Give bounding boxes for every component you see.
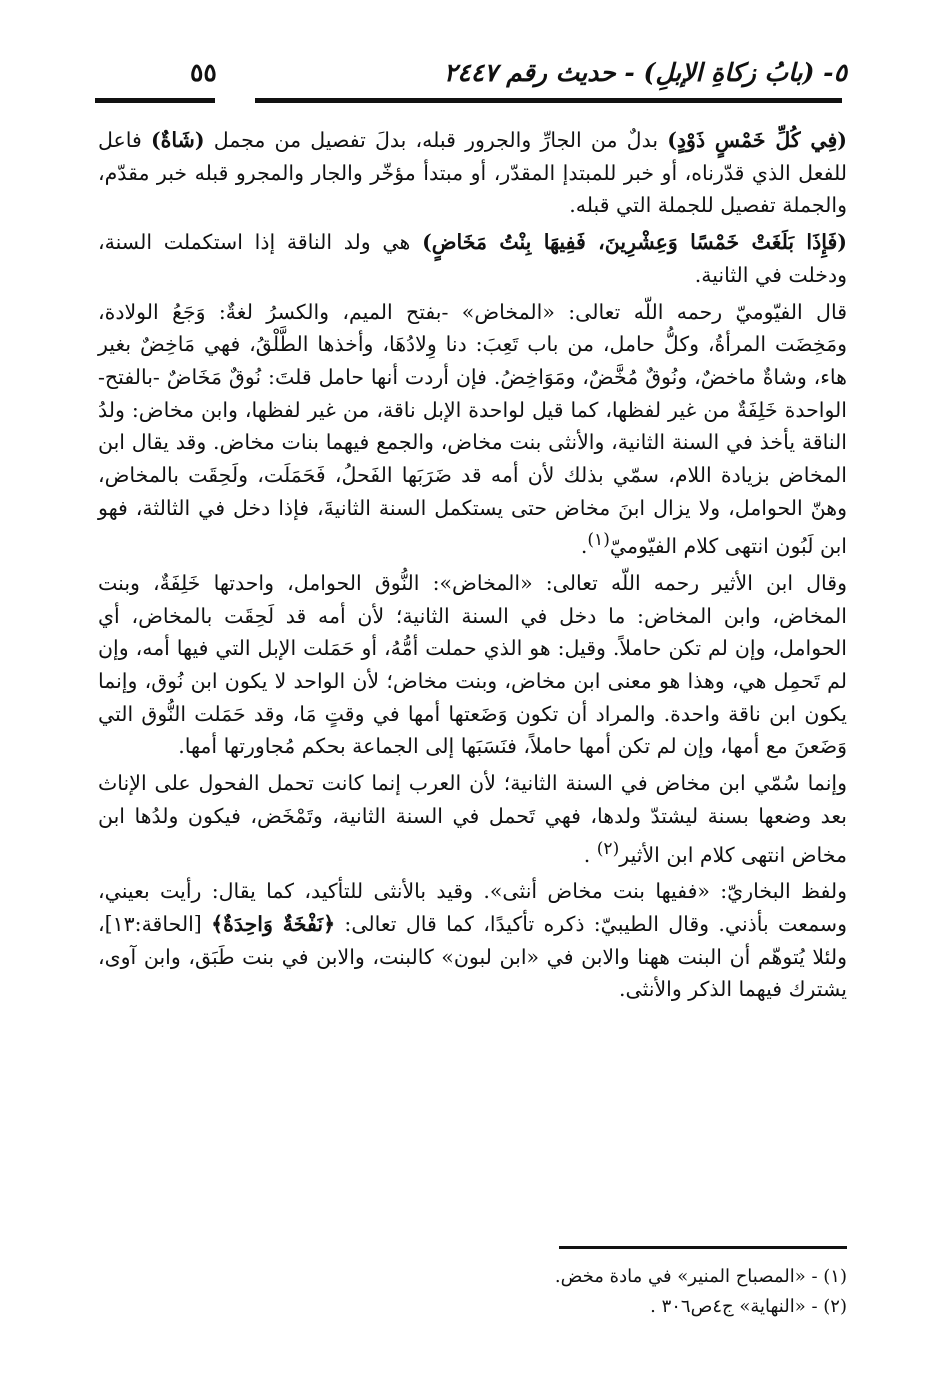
quran-quote: ﴿نَفْخَةٌ وَاحِدَةٌ﴾ — [211, 911, 336, 936]
hadith-quote: (فَإِذَا بَلَغَتْ خَمْسًا وَعِشْرِينَ، فَفِيهَا بِنْتُ مَخَاضٍ) — [422, 230, 847, 255]
paragraph — [98, 875, 847, 1006]
header-title: ٥- (بابُ زكاةِ الإبلِ) - حديث رقم ٢٤٤٧ — [443, 58, 847, 87]
commentary: [الحاقة:١٣]، ولئلا يُتوهّم أن البنت ههنا والابن في «ابن لبون» كالبنت، والابن في بنت طَبَق، وابن آوى، يشترك فيهما الذكر والأنثى. — [98, 911, 847, 1002]
hadith-quote: (شَاةٌ) — [150, 128, 205, 152]
paragraph — [98, 226, 847, 291]
commentary: ولفظ البخاريّ: «ففيها بنت مخاض أنثى». وقيد بالأنثى للتأكيد، كما يقال: رأيت بعيني، وسمعت بأذني. وقال الطيبيّ: ذكره تأكيدًا، كما قال تعالى: — [98, 879, 847, 936]
footnote: (٢) - «النهاية» ج٤ص٣٠٦ . — [650, 1296, 847, 1317]
header-rule-right — [255, 98, 842, 103]
footnote-ref: (١) — [587, 530, 610, 551]
footnotes — [300, 1262, 847, 1322]
page-header — [90, 58, 847, 92]
commentary: وقال ابن الأثير رحمه اللّه تعالى: «المخاض»: النُّوق الحوامل، واحدتها خَلِفَةٌ، وبنت المخاض، وابن المخاض: ما دخل في السنة الثانية؛ لأن أمه قد لَحِقَت بالمخاض، أي الحوامل، وإن لم تكن حاملاً. وقيل: هو الذي حملت أمُّهُ، أو حَمَلت الإبل التي فيها أمه، وإن لم تَحمِل هي، وهذا هو معنى ابن مخاض، وبنت مخاض؛ لأن الواحد لا يكون ابن نُوق، وإنما يكون ابن ناقة واحدة. والمراد أن تكون وَضَعتها أمها في وقتٍ مَا، وقد حَمَلت النُّوق التي وَضَعنَ مع أمها، وإن لم تكن أمها حاملاً، فنَسَبَها إلى الجماعة بحكم مُجاورتها أمها. — [98, 570, 847, 759]
header-rule-left — [95, 98, 215, 103]
footnote-ref: (٢) — [596, 838, 620, 859]
paragraph — [98, 124, 847, 222]
paragraph — [98, 567, 847, 763]
hadith-quote: (فِي كُلِّ خَمْسٍ ذَوْدٍ) — [667, 128, 847, 152]
body-text — [98, 124, 847, 1010]
commentary: بدلٌ من الجارِّ والجرور قبله، بدلَ تفصيل من مجمل — [204, 128, 668, 152]
footnote: (١) - «المصباح المنير» في مادة مخض. — [554, 1266, 847, 1287]
commentary: وإنما سُمّي ابن مخاض في السنة الثانية؛ لأن العرب إنما كانت تحمل الفحول على الإناث بعد وضعها بسنة ليشتدّ ولدها، فهي تَحمل في السنة الثانية، وتَمْخَض، فيكون ولدُها ابن مخاض انتهى كلام ابن الأثير — [98, 771, 847, 867]
commentary: قال الفيّوميّ رحمه اللّه تعالى: «المخاض» -بفتح الميم، والكسرُ لغةٌ: وَجَعُ الولادة، ومَخِضَت المرأةُ، وكلُّ حامل، من باب تَعِبَ: دنا وِلادُهَا، وأخذها الطَّلْقُ، فهي مَاخِضٌ بغير هاء، وشاةٌ ماخضٌ، ونُوقٌ مُخَّضٌ، ومَوَاخِضُ. فإن أردت أنها حامل قلتَ: نُوقٌ مَخَاضٌ -بالفتح- الواحدة خَلِفَةٌ من غير لفظها، كما قيل لواحدة الإبل ناقة، من غير لفظها، وابن مخاض: ولدُ الناقة يأخذ في السنة الثانية، والأنثى بنت مخاض، والجمع فيهما بنات مخاض. وقد يقال ابن المخاض بزيادة اللام، سمّي بذلك لأن أمه قد ضَرَبَها الفَحلُ، فَحَمَلَت، ولَحِقَت بالمخاض، وهنّ الحوامل، ولا يزال ابنَ مخاض حتى يستكمل السنة الثانيةَ، فإذا دخل في الثالثة، فهو ابن لَبُون انتهى كلام الفيّوميّ — [98, 299, 847, 559]
paragraph: وإنما سُمّي ابن مخاض في السنة الثانية؛ لأن العرب إنما كانت تحمل الفحول على الإناث بعد وضعها بسنة ليشتدّ ولدها، فهي تَحمل في السنة الثانية، وتَمْخَض، فيكون ولدُها ابن مخاض انتهى كلام ابن الأثير$^{(٢)}$ . — [98, 771, 847, 867]
paragraph: قال الفيّوميّ رحمه اللّه تعالى: «المخاض» -بفتح الميم، والكسرُ لغةٌ: وَجَعُ الولادة، ومَخِضَت المرأةُ، وكلُّ حامل، من باب تَعِبَ: دنا وِلادُهَا، وأخذها الطَّلْقُ، فهي مَاخِضٌ بغير هاء، وشاةٌ ماخضٌ، ونُوقٌ مُخَّضٌ، ومَوَاخِضُ. فإن أردت أنها حامل قلتَ: نُوقٌ مَخَاضٌ -بالفتح- الواحدة خَلِفَةٌ من غير لفظها، كما قيل لواحدة الإبل ناقة، من غير لفظها، وابن مخاض: ولدُ الناقة يأخذ في السنة الثانية، والأنثى بنت مخاض، والجمع فيهما بنات مخاض. وقد يقال ابن المخاض بزيادة اللام، سمّي بذلك لأن أمه قد ضَرَبَها الفَحلُ، فَحَمَلَت، ولَحِقَت بالمخاض، وهنّ الحوامل، ولا يزال ابنَ مخاض حتى يستكمل السنة الثانيةَ، فإذا دخل في الثالثة، فهو ابن لَبُون انتهى كلام الفيّوميّ$^{(١)}$. — [98, 299, 847, 559]
commentary: هي ولد الناقة إذا استكملت السنة، ودخلت في الثانية. — [98, 230, 847, 287]
commentary: فاعل للفعل الذي قدّرناه، أو خبر للمبتدإ المقدّر، أو مبتدأ مؤخّر والجار والمجرو قبله خبر مقدّم، والجملة تفصيل للجملة التي قبله. — [98, 128, 847, 218]
footnote-divider — [559, 1246, 847, 1249]
page-number: ٥٥ — [190, 58, 217, 87]
